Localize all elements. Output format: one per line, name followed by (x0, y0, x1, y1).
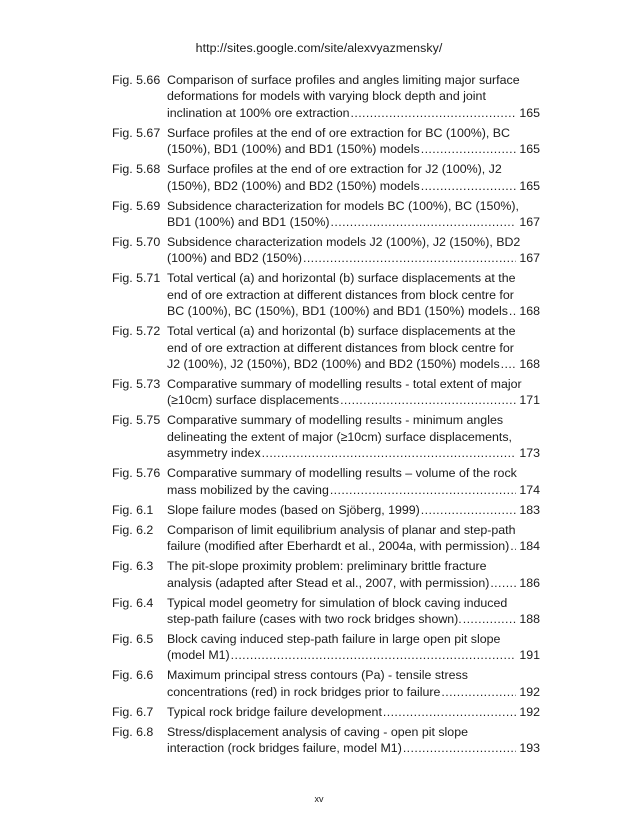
caption-line: Typical model geometry for simulation of block caving induced (167, 595, 508, 610)
list-item (112, 270, 540, 319)
caption-line: J2 (100%), J2 (150%), BD2 (100%) and BD2 (150%) models (167, 357, 500, 372)
caption-last-line (167, 214, 540, 230)
dot-leader (262, 445, 517, 461)
list-item (112, 558, 540, 591)
list-item (112, 522, 540, 555)
caption-line: BD1 (100%) and BD1 (150%) (167, 215, 330, 230)
figure-caption (167, 161, 540, 194)
caption-line: step-path failure (cases with two rock bridges shown). (167, 611, 462, 626)
figure-label: Fig. 6.6 (112, 668, 154, 683)
page-ref: 192 (519, 684, 540, 699)
caption-last-line (167, 141, 540, 157)
figure-caption (167, 631, 540, 664)
figure-caption (167, 376, 540, 409)
page-ref: 168 (519, 357, 540, 372)
list-item (112, 704, 540, 720)
caption-line: Comparison of limit equilibrium analysis of planar and step-path (167, 522, 516, 537)
caption-line: The pit-slope proximity problem: preliminary brittle fracture (167, 559, 487, 574)
page-ref: 193 (519, 741, 540, 756)
caption-line: Subsidence characterization for models BC (100%), BC (150%), (167, 198, 519, 213)
dot-leader (509, 303, 516, 319)
figure-caption (167, 465, 540, 498)
caption-line: Stress/displacement analysis of caving - open pit slope (167, 724, 468, 739)
caption-last-line (167, 575, 540, 591)
caption-line: delineating the extent of major (≥10cm) surface displacements, (167, 429, 512, 444)
page-ref: 192 (519, 704, 540, 719)
figure-label: Fig. 6.8 (112, 724, 154, 739)
caption-line: asymmetry index (167, 446, 261, 461)
figure-caption (167, 412, 540, 461)
list-item (112, 125, 540, 158)
figure-label: Fig. 5.73 (112, 377, 161, 392)
figure-caption (167, 270, 540, 319)
caption-last-line (167, 392, 540, 408)
list-item (112, 595, 540, 628)
caption-line: analysis (adapted after Stead et al., 2007, with permission) (167, 575, 490, 590)
list-item (112, 376, 540, 409)
caption-line: Surface profiles at the end of ore extraction for BC (100%), BC (167, 125, 510, 140)
figure-caption (167, 724, 540, 757)
caption-line: inclination at 100% ore extraction (167, 105, 350, 120)
list-item (112, 198, 540, 231)
figure-caption (167, 198, 540, 231)
figure-label: Fig. 5.76 (112, 466, 161, 481)
caption-line: (≥10cm) surface displacements (167, 393, 340, 408)
page-ref: 167 (519, 251, 540, 266)
caption-line: Comparative summary of modelling results - minimum angles (167, 413, 504, 428)
caption-line: BC (100%), BC (150%), BD1 (100%) and BD1 (150%) models (167, 304, 508, 319)
caption-line: interaction (rock bridges failure, model M1) (167, 741, 402, 756)
list-item (112, 724, 540, 757)
figure-caption (167, 558, 540, 591)
figure-label: Fig. 6.2 (112, 522, 154, 537)
figure-label: Fig. 5.67 (112, 125, 161, 140)
dot-leader (351, 105, 517, 121)
figure-caption (167, 704, 540, 720)
list-item (112, 234, 540, 267)
figure-list (112, 72, 540, 760)
page-ref: 186 (519, 575, 540, 590)
header-url: http://sites.google.com/site/alexvyazmensky/ (195, 41, 443, 55)
figure-label: Fig. 6.3 (112, 559, 154, 574)
caption-line: Slope failure modes (based on Sjöberg, 1999) (167, 502, 420, 517)
page-ref: 183 (519, 502, 540, 517)
figure-label: Fig. 6.1 (112, 502, 154, 517)
caption-last-line (167, 684, 540, 700)
page-ref: 188 (519, 611, 540, 626)
list-item (112, 161, 540, 194)
figure-label: Fig. 6.4 (112, 595, 154, 610)
dot-leader (501, 356, 517, 372)
list-item (112, 502, 540, 518)
caption-last-line (167, 303, 540, 319)
caption-line: (model M1) (167, 648, 230, 663)
caption-line: Comparative summary of modelling results – volume of the rock (167, 466, 517, 481)
caption-line: Total vertical (a) and horizontal (b) surface displacements at the (167, 271, 516, 286)
page-ref: 168 (519, 304, 540, 319)
figure-caption (167, 125, 540, 158)
dot-leader (490, 575, 516, 591)
list-item (112, 323, 540, 372)
dot-leader (403, 740, 516, 756)
dot-leader (231, 647, 517, 663)
caption-last-line (167, 502, 540, 518)
page-ref: 173 (519, 446, 540, 461)
caption-last-line (167, 647, 540, 663)
figure-caption (167, 234, 540, 267)
figure-label: Fig. 5.72 (112, 324, 161, 339)
caption-line: (100%) and BD2 (150%) (167, 251, 302, 266)
page-ref: 171 (519, 393, 540, 408)
page-ref: 167 (519, 215, 540, 230)
caption-last-line (167, 740, 540, 756)
figure-caption (167, 595, 540, 628)
figure-caption (167, 667, 540, 700)
dot-leader (421, 502, 517, 518)
figure-label: Fig. 5.70 (112, 235, 161, 250)
list-item (112, 412, 540, 461)
dot-leader (330, 482, 516, 498)
caption-line: Surface profiles at the end of ore extraction for J2 (100%), J2 (167, 162, 502, 177)
caption-last-line (167, 538, 540, 554)
page-number: xv (314, 794, 324, 804)
figure-label: Fig. 5.71 (112, 271, 161, 286)
caption-last-line (167, 611, 540, 627)
page-ref: 165 (519, 178, 540, 193)
caption-line: concentrations (red) in rock bridges prior to failure (167, 684, 441, 699)
page-ref: 191 (519, 648, 540, 663)
dot-leader (421, 178, 517, 194)
page-ref: 165 (519, 142, 540, 157)
figure-caption (167, 323, 540, 372)
caption-line: Typical rock bridge failure development (167, 704, 382, 719)
caption-line: Block caving induced step-path failure in large open pit slope (167, 631, 501, 646)
caption-line: failure (modified after Eberhardt et al., 2004a, with permission) (167, 539, 510, 554)
caption-line: Comparison of surface profiles and angles limiting major surface (167, 73, 520, 87)
caption-line: end of ore extraction at different distances from block centre for (167, 287, 514, 302)
figure-caption (167, 502, 540, 518)
figure-label: Fig. 5.66 (112, 73, 161, 87)
dot-leader (331, 214, 517, 230)
list-item (112, 72, 540, 121)
dot-leader (303, 250, 516, 266)
caption-last-line (167, 482, 540, 498)
caption-line: end of ore extraction at different distances from block centre for (167, 340, 514, 355)
caption-last-line (167, 704, 540, 720)
page-ref: 165 (519, 105, 540, 120)
list-item (112, 631, 540, 664)
caption-line: deformations for models with varying block depth and joint (167, 89, 486, 104)
figure-label: Fig. 5.69 (112, 198, 161, 213)
caption-last-line (167, 356, 540, 372)
caption-line: Subsidence characterization models J2 (100%), J2 (150%), BD2 (167, 235, 521, 250)
dot-leader (421, 141, 517, 157)
caption-line: Comparative summary of modelling results - total extent of major (167, 377, 522, 392)
caption-line: (150%), BD2 (100%) and BD2 (150%) models (167, 178, 420, 193)
page-ref: 184 (519, 539, 540, 554)
page-ref: 174 (519, 482, 540, 497)
dot-leader (441, 684, 516, 700)
figure-caption (167, 72, 540, 121)
figure-label: Fig. 5.75 (112, 413, 161, 428)
caption-last-line (167, 105, 540, 121)
dot-leader (383, 704, 516, 720)
list-item (112, 667, 540, 700)
caption-line: mass mobilized by the caving (167, 482, 329, 497)
figure-label: Fig. 5.68 (112, 162, 161, 177)
dot-leader (463, 611, 517, 627)
dot-leader (340, 392, 516, 408)
figure-caption (167, 522, 540, 555)
figure-label: Fig. 6.7 (112, 704, 154, 719)
caption-line: Total vertical (a) and horizontal (b) surface displacements at the (167, 324, 516, 339)
list-item (112, 465, 540, 498)
caption-last-line (167, 445, 540, 461)
caption-line: (150%), BD1 (100%) and BD1 (150%) models (167, 142, 420, 157)
caption-last-line (167, 178, 540, 194)
dot-leader (510, 538, 516, 554)
caption-last-line (167, 250, 540, 266)
caption-line: Maximum principal stress contours (Pa) - tensile stress (167, 668, 468, 683)
figure-label: Fig. 6.5 (112, 631, 154, 646)
